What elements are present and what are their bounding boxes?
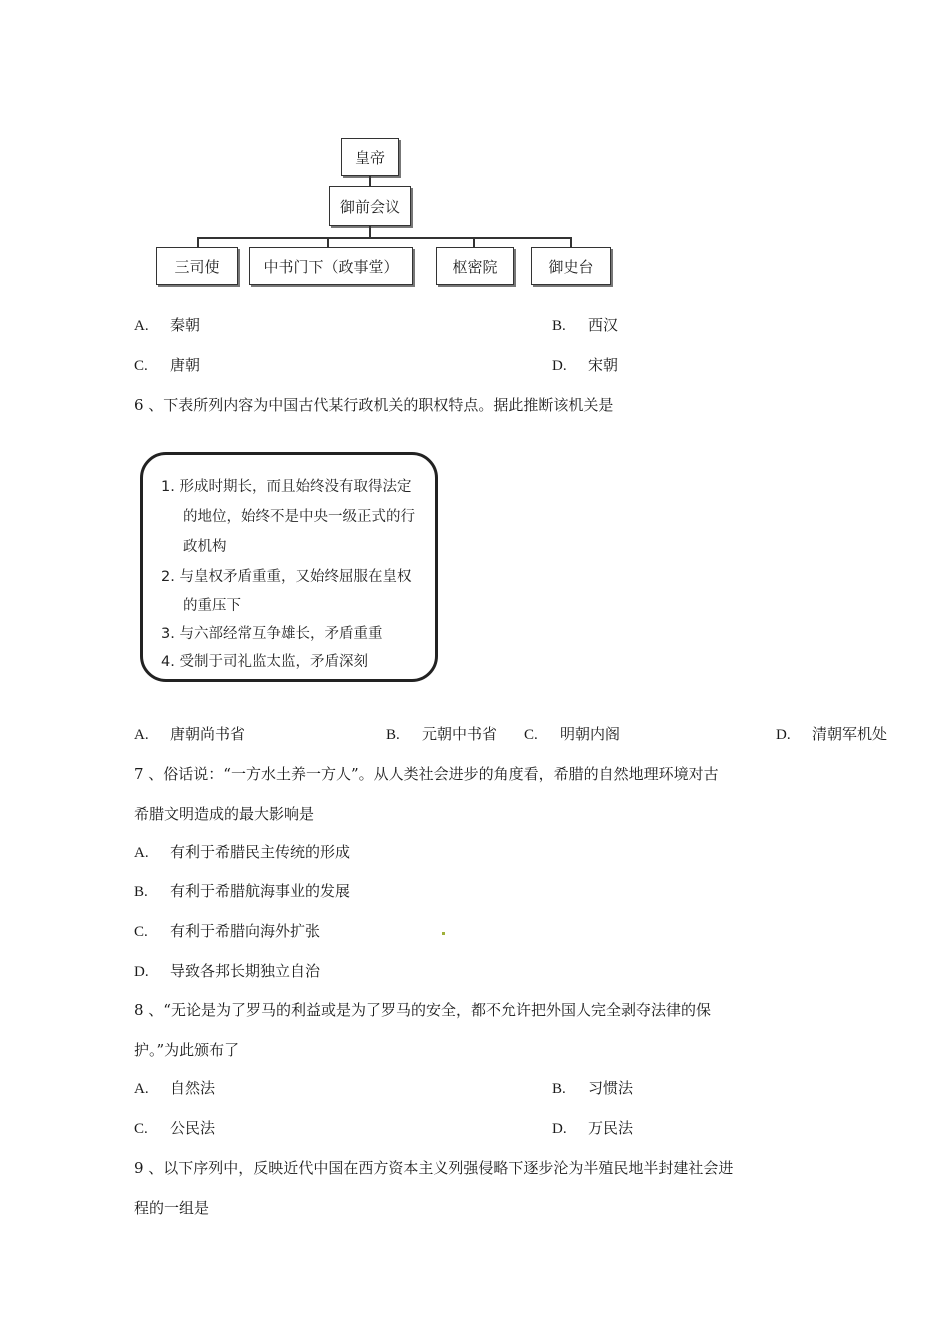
q8-option-a [134,1077,215,1098]
node-branch-sansi: 三司使 [156,247,238,285]
box-line: 的重压下 [183,598,241,614]
q5-option-d [552,354,618,375]
option-letter: B. [552,1081,566,1097]
q7-option-c [134,920,320,941]
node-branch-yushi: 御史台 [531,247,611,285]
option-letter: C. [134,924,148,940]
q9-stem-line1: 9 、以下序列中，反映近代中国在西方资本主义列强侵略下逐步沦为半殖民地半封建社会进 [134,1159,734,1177]
box-line: 的地位，始终不是中央一级正式的行 [183,509,415,525]
option-text: 有利于希腊航海事业的发展 [170,882,351,900]
q7-option-b [134,880,350,901]
q6-option-b [386,723,497,744]
option-text: 元朝中书省 [422,725,498,743]
q8-stem-line2: 护。”为此颁布了 [134,1041,240,1059]
option-letter: B. [386,727,400,743]
option-letter: C. [134,358,148,374]
q5-option-c [134,354,200,375]
connector-bar [197,237,572,239]
option-letter: A. [134,845,149,861]
option-letter: D. [552,1121,567,1137]
option-letter: D. [134,964,149,980]
option-letter: B. [552,318,566,334]
option-letter: A. [134,727,149,743]
option-text: 导致各邦长期独立自治 [170,962,321,980]
node-branch-shumi: 枢密院 [436,247,514,285]
option-text: 公民法 [170,1119,216,1137]
option-text: 秦朝 [170,316,201,334]
option-letter: D. [552,358,567,374]
option-letter: C. [524,727,538,743]
option-letter: A. [134,1081,149,1097]
box-line: 4. 受制于司礼监太监，矛盾深刻 [161,654,368,670]
q7-stem-line1: 7 、俗话说：“一方水土养一方人”。从人类社会进步的角度看，希腊的自然地理环境对古 [134,765,719,783]
q5-option-b [552,314,618,335]
node-emperor: 皇帝 [341,138,399,176]
box-line: 政机构 [183,539,227,555]
option-text: 万民法 [588,1119,634,1137]
q8-stem-line1: 8 、“无论是为了罗马的利益或是为了罗马的安全，都不允许把外国人完全剥夺法律的保 [134,1001,711,1019]
q6-stem: 6 、下表所列内容为中国古代某行政机关的职权特点。据此推断该机关是 [134,396,614,414]
box-line: 3. 与六部经常互争雄长，矛盾重重 [161,626,383,642]
box-line: 1. 形成时期长，而且始终没有取得法定 [161,479,412,495]
option-letter: C. [134,1121,148,1137]
q7-stem-line2: 希腊文明造成的最大影响是 [134,805,315,823]
option-text: 有利于希腊向海外扩张 [170,922,321,940]
option-text: 有利于希腊民主传统的形成 [170,843,351,861]
q6-option-c [524,723,620,744]
q8-option-b [552,1077,633,1098]
option-letter: D. [776,727,791,743]
q7-option-a [134,841,350,862]
q6-option-a [134,723,245,744]
option-text: 宋朝 [588,356,619,374]
q6-feature-box [140,452,438,682]
option-text: 西汉 [588,316,619,334]
option-text: 唐朝尚书省 [170,725,246,743]
stray-dot [442,932,445,935]
q6-option-d [776,723,887,744]
q9-stem-line2: 程的一组是 [134,1199,210,1217]
option-text: 自然法 [170,1079,216,1097]
q7-option-d [134,960,320,981]
option-letter: A. [134,318,149,334]
option-text: 清朝军机处 [812,725,888,743]
option-text: 习惯法 [588,1079,634,1097]
option-text: 明朝内阁 [560,725,621,743]
q5-option-a [134,314,200,335]
q8-option-d [552,1117,633,1138]
option-letter: B. [134,884,148,900]
node-branch-zhongshu: 中书门下（政事堂） [249,247,413,285]
q8-option-c [134,1117,215,1138]
box-line: 2. 与皇权矛盾重重，又始终屈服在皇权 [161,569,412,585]
option-text: 唐朝 [170,356,201,374]
node-council: 御前会议 [329,186,411,226]
